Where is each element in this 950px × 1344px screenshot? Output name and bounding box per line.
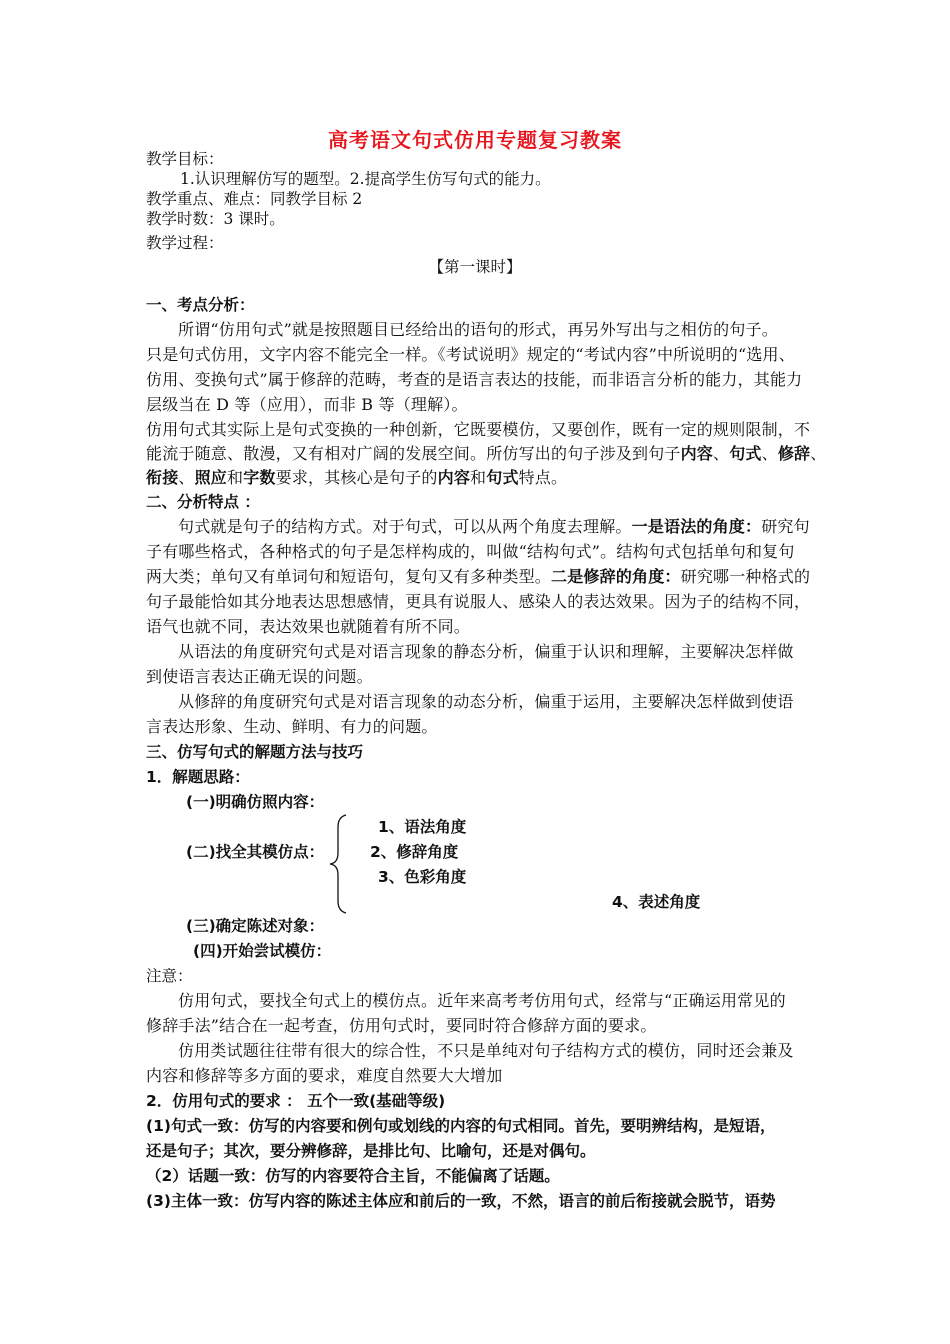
lesson-heading: 【第一课时】 (428, 258, 522, 276)
goals-label: 教学目标： (146, 150, 224, 168)
s1-p1-line: 层级当在 D 等（应用），而非 B 等（理解）。 (146, 395, 468, 414)
step-4: (四)开始尝试模仿： (193, 942, 332, 960)
s2-p3-line: 从修辞的角度研究句式是对语言现象的动态分析，偏重于运用，主要解决怎样做到使语 (178, 692, 794, 711)
s1-p1-line: 所谓“仿用句式”就是按照题目已经给出的语句的形式，再另外写出与之相仿的句子。 (178, 320, 778, 339)
note-line: 内容和修辞等多方面的要求，难度自然要大大增加 (146, 1066, 503, 1085)
section-1-heading: 一、考点分析： (146, 296, 255, 314)
s2-p1-line: 语气也就不同，表达效果也就随着有所不同。 (146, 617, 471, 636)
s2-p1-line: 句式就是句子的结构方式。对于句式，可以从两个角度去理解。一是语法的角度：研究句 (178, 517, 810, 536)
note-line: 仿用句式，要找全句式上的模仿点。近年来高考考仿用句式，经常与“正确运用常见的 (178, 991, 786, 1010)
angle-item: 4、表述角度 (612, 893, 701, 911)
s2-p1-line: 子有哪些格式，各种格式的句子是怎样构成的，叫做“结构句式”。结构句式包括单句和复句 (146, 542, 795, 561)
subheading-approach: 1．解题思路： (146, 768, 250, 786)
note-label: 注意： (146, 967, 193, 985)
process-label: 教学过程： (146, 234, 224, 252)
step-3: (三)确定陈述对象： (186, 917, 325, 935)
s1-p1-line: 仿用、变换句式”属于修辞的范畴，考查的是语言表达的技能，而非语言分析的能力，其能力 (146, 370, 803, 389)
requirement-line: (1)句式一致：仿写的内容要和例句或划线的内容的句式相同。首先，要明辨结构，是短语， (146, 1117, 776, 1135)
s1-p1-line: 只是句式仿用，文字内容不能完全一样。《考试说明》规定的“考试内容”中所说明的“选用、 (146, 345, 795, 364)
teaching-hours: 教学时数：3 课时。 (146, 210, 285, 228)
angle-item: 1、语法角度 (378, 818, 467, 836)
brace-icon (326, 813, 350, 915)
page-title: 高考语文句式仿用专题复习教案 (328, 128, 622, 152)
angle-item: 2、修辞角度 (370, 843, 459, 861)
step-1: (一)明确仿照内容： (186, 793, 325, 811)
subheading-requirements: 2．仿用句式的要求 ： 五个一致(基础等级) (146, 1092, 446, 1110)
requirement-line: (3)主体一致：仿写内容的陈述主体应和前后的一致，不然，语言的前后衔接就会脱节，语势 (146, 1192, 776, 1210)
section-3-heading: 三、仿写句式的解题方法与技巧 (146, 743, 364, 761)
section-2-heading: 二、分析特点 ： (146, 493, 260, 511)
s1-p2-line: 仿用句式其实际上是句式变换的一种创新，它既要模仿，又要创作，既有一定的规则限制，不 (146, 420, 811, 439)
goals-text: 1.认识理解仿写的题型。2.提高学生仿写句式的能力。 (180, 170, 551, 188)
s2-p2-line: 从语法的角度研究句式是对语言现象的静态分析，偏重于认识和理解，主要解决怎样做 (178, 642, 794, 661)
key-points: 教学重点、难点：同教学目标 2 (146, 190, 363, 208)
requirement-line: （2）话题一致：仿写的内容要符合主旨，不能偏离了话题。 (146, 1167, 560, 1185)
s1-p2-line: 衔接、照应和字数要求，其核心是句子的内容和句式特点。 (146, 468, 568, 487)
note-line: 修辞手法”结合在一起考查，仿用句式时，要同时符合修辞方面的要求。 (146, 1016, 657, 1035)
s2-p3-line: 言表达形象、生动、鲜明、有力的问题。 (146, 717, 438, 736)
s2-p1-line: 两大类；单句又有单词句和短语句，复句又有多种类型。二是修辞的角度：研究哪一种格式的 (146, 567, 811, 586)
s2-p1-line: 句子最能恰如其分地表达思想感情，更具有说服人、感染人的表达效果。因为子的结构不同， (146, 592, 811, 611)
angle-item: 3、色彩角度 (378, 868, 467, 886)
step-2: (二)找全其模仿点： (186, 843, 325, 861)
s1-p2-line: 能流于随意、散漫，又有相对广阔的发展空间。所仿写出的句子涉及到句子内容、句式、修辞、 (146, 444, 827, 463)
s2-p2-line: 到使语言表达正确无误的问题。 (146, 667, 373, 686)
note-line: 仿用类试题往往带有很大的综合性，不只是单纯对句子结构方式的模仿，同时还会兼及 (178, 1041, 794, 1060)
requirement-line: 还是句子；其次，要分辨修辞，是排比句、比喻句，还是对偶句。 (146, 1142, 596, 1160)
